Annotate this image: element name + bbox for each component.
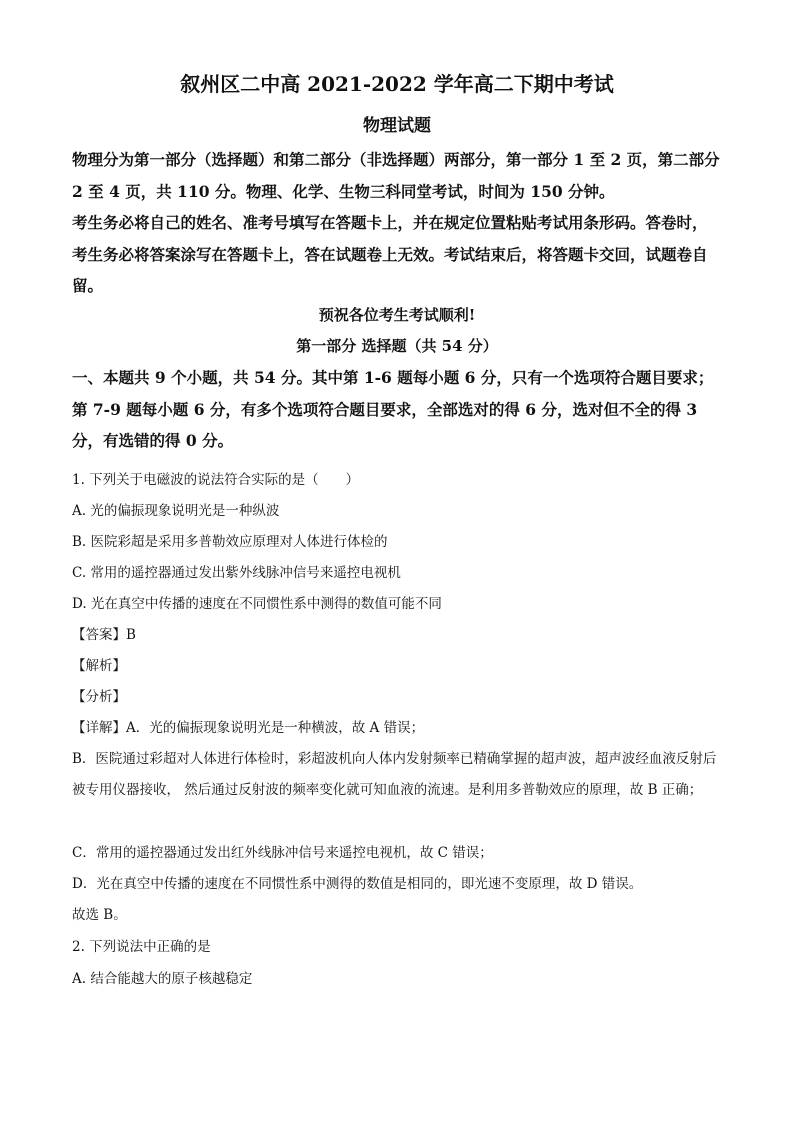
q1-conclusion: 故选 B。 bbox=[72, 907, 127, 923]
q1-option-a: A. 光的偏振现象说明光是一种纵波 bbox=[72, 503, 280, 519]
q1-detail-c: C．常用的遥控器通过发出红外线脉冲信号来遥控电视机，故 C 错误； bbox=[72, 845, 493, 861]
section-intro: 一、本题共 9 个小题，共 54 分。其中第 1-6 题每小题 6 分，只有一个选项符合题目要求；第 7-9 题每小题 6 分，有多个选项符合题目要求，全部选对的得 6 分，选对但不全的得 3 分，有选错的得 0 分。 bbox=[72, 368, 714, 450]
instruction-paragraph-2: 考生务必将自己的姓名、准考号填写在答题卡上，并在规定位置粘贴考试用条形码。答卷时，考生务必将答案涂写在答题卡上，答在试题卷上无效。考试结束后，将答题卡交回，试题卷自留。 bbox=[72, 213, 708, 295]
q1-stem: 1. 下列关于电磁波的说法符合实际的是（ ） bbox=[72, 472, 360, 488]
instruction-paragraph-1: 物理分为第一部分（选择题）和第二部分（非选择题）两部分，第一部分 1 至 2 页，第二部分 2 至 4 页，共 110 分。物理、化学、生物三科同堂考试，时间为 150 分钟。 bbox=[72, 150, 720, 201]
q1-analysis-label: 【解析】 bbox=[72, 658, 126, 674]
q1-fenxi-label: 【分析】 bbox=[72, 689, 126, 705]
exam-title: 叙州区二中高 2021-2022 学年高二下期中考试 bbox=[180, 72, 614, 96]
q2-stem: 2. 下列说法中正确的是 bbox=[72, 939, 211, 955]
wish-line: 预祝各位考生考试顺利! bbox=[318, 306, 476, 324]
q1-detail-d: D．光在真空中传播的速度在不同惯性系中测得的数值是相同的，即光速不变原理，故 D 错误。 bbox=[72, 876, 643, 892]
part1-title: 第一部分 选择题（共 54 分） bbox=[296, 337, 498, 355]
q1-option-b: B. 医院彩超是采用多普勒效应原理对人体进行体检的 bbox=[72, 534, 388, 550]
exam-subtitle: 物理试题 bbox=[363, 116, 431, 136]
q1-option-d: D. 光在真空中传播的速度在不同惯性系中测得的数值可能不同 bbox=[72, 596, 442, 612]
q1-detail-b: B．医院通过彩超对人体进行体检时，彩超波机向人体内发射频率已精确掌握的超声波，超声波经血液反射后被专用仪器接收， 然后通过反射波的频率变化就可知血液的流速。是利用多普勒效应的原理，故 B 正确； bbox=[72, 751, 717, 798]
q2-option-a: A. 结合能越大的原子核越稳定 bbox=[72, 971, 253, 987]
q1-option-c: C. 常用的遥控器通过发出紫外线脉冲信号来遥控电视机 bbox=[72, 565, 401, 581]
q1-answer: 【答案】B bbox=[72, 627, 136, 643]
q1-detail-a: 【详解】A．光的偏振现象说明光是一种横波，故 A 错误； bbox=[72, 720, 425, 736]
